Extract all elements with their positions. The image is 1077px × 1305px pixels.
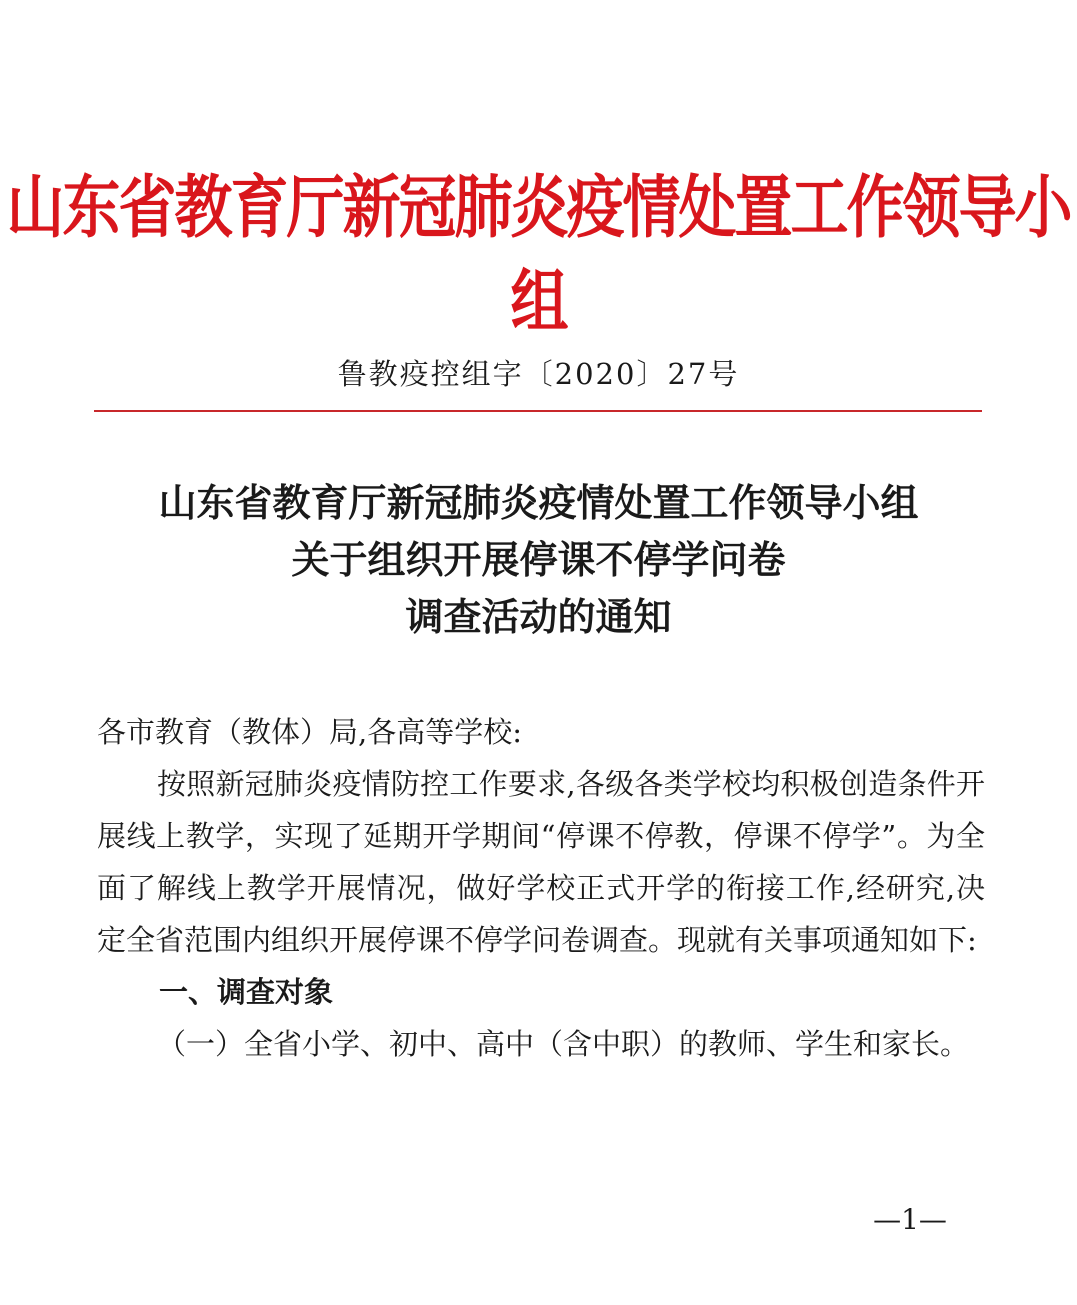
section-heading-1: 一、调查对象 [159,975,334,1009]
document-number: 鲁教疫控组字〔2020〕27号 [337,357,740,391]
red-divider-line [94,410,982,412]
page-number: —1— [873,1203,947,1236]
title-line-1: 山东省教育厅新冠肺炎疫情处置工作领导小组 [158,481,919,525]
document-body [97,706,985,1070]
body-paragraph-1: 按照新冠肺炎疫情防控工作要求,各级各类学校均积极创造条件开展线上教学，实现了延期开学期间“停课不停教，停课不停学”。为全面了解线上教学开展情况，做好学校正式开学的衔接工作,经研究,决定全省范围内组织开展停课不停学问卷调查。现就有关事项通知如下: [97,767,985,957]
title-line-3: 调查活动的通知 [405,595,672,639]
red-header-masthead: 山东省教育厅新冠肺炎疫情处置工作领导小组 [6,167,1071,342]
section-1-item-1: （一）全省小学、初中、高中（含中职）的教师、学生和家长。 [157,1027,970,1061]
salutation: 各市教育（教体）局,各高等学校: [97,715,522,749]
document-title [0,475,1077,646]
title-line-2: 关于组织开展停课不停学问卷 [291,538,786,582]
